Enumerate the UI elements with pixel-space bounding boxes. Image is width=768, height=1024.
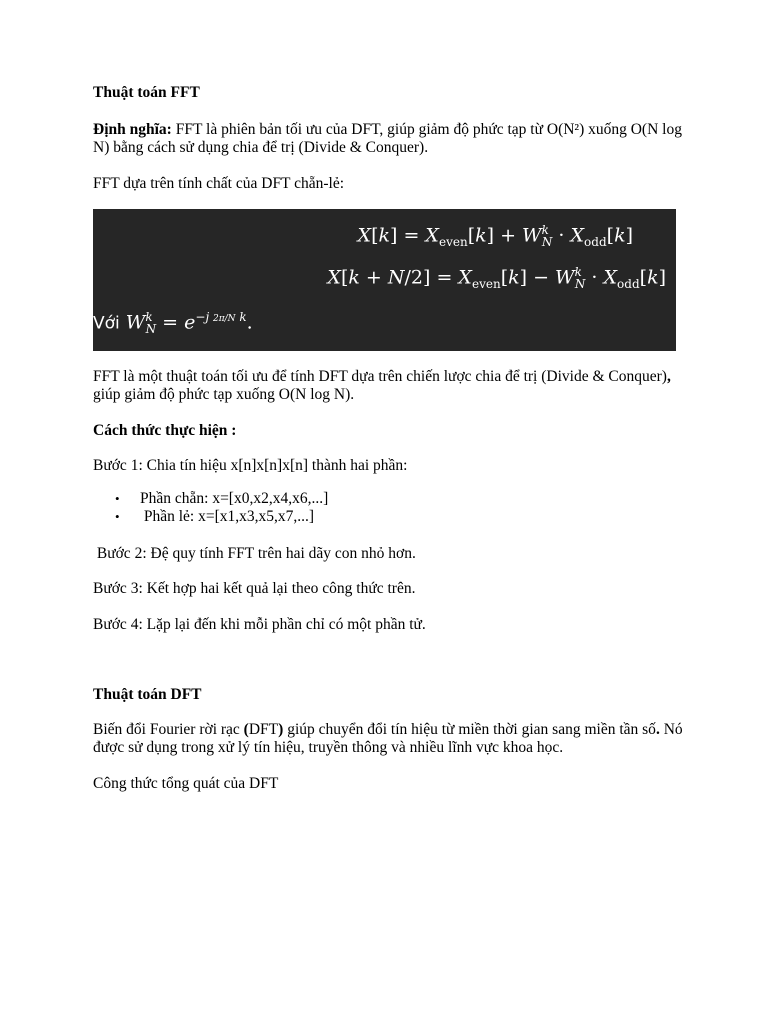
parts-list	[115, 490, 328, 526]
list-item: • Phần chẵn: x=[x0,x2,x4,x6,...]	[115, 490, 328, 508]
formula-image	[93, 209, 676, 351]
fft-heading: Thuật toán FFT	[93, 84, 200, 101]
intro-paren-open: (	[243, 721, 249, 738]
summary-part-1: FFT là một thuật toán tối ưu để tính DFT dựa trên chiến lược chia để trị (Divide & Conquer)	[93, 368, 667, 385]
dft-intro	[93, 721, 683, 757]
fft-based-on: FFT dựa trên tính chất của DFT chẵn-lẻ:	[93, 175, 345, 192]
formula-line-2: $X[k + N/2] = X_{even}[k] - W^k_N \cdot X_{odd}[k]$	[327, 265, 666, 292]
intro-paren-close: )	[278, 721, 284, 738]
definition-text: FFT là phiên bản tối ưu của DFT, giúp giảm độ phức tạp từ O(N²) xuống O(N log N) bằng cách sử dụng chia để trị (Divide & Conquer).	[93, 121, 682, 156]
intro-part-2: DFT	[248, 721, 279, 738]
step-3: Bước 3: Kết hợp hai kết quả lại theo công thức trên.	[93, 580, 416, 597]
formula-line-1: $X[k] = X_{even}[k] + W^k_N \cdot X_{odd}[k]$	[357, 223, 633, 250]
intro-part-3: giúp chuyển đổi tín hiệu từ miền thời gian sang miền tần số	[283, 721, 656, 738]
summary-part-2: giúp giảm độ phức tạp xuống O(N log N).	[93, 386, 355, 403]
step-2: Bước 2: Đệ quy tính FFT trên hai dãy con nhỏ hơn.	[93, 545, 416, 562]
intro-part-4: Nó được sử dụng trong xử lý tín hiệu, truyền thông và nhiều lĩnh vực khoa học.	[93, 721, 683, 756]
step-1: Bước 1: Chia tín hiệu x[n]x[n]x[n] thành hai phần:	[93, 457, 408, 474]
step-4: Bước 4: Lặp lại đến khi mỗi phần chỉ có một phần tử.	[93, 616, 426, 633]
dft-formula-caption: Công thức tổng quát của DFT	[93, 775, 279, 792]
definition-label: Định nghĩa:	[93, 121, 172, 138]
formula-line-3: Với $W^k_N = e^{-j 2\pi/N k}$.	[93, 310, 253, 337]
fft-summary	[93, 368, 683, 404]
dft-heading: Thuật toán DFT	[93, 686, 202, 703]
summary-comma: ,	[666, 368, 671, 385]
formula-voi: Với	[93, 313, 120, 334]
intro-dot: .	[655, 721, 660, 738]
method-heading: Cách thức thực hiện :	[93, 422, 237, 439]
fft-definition	[93, 121, 683, 157]
intro-part-1: Biến đổi Fourier rời rạc	[93, 721, 244, 738]
list-item: • Phần lẻ: x=[x1,x3,x5,x7,...]	[115, 508, 328, 526]
